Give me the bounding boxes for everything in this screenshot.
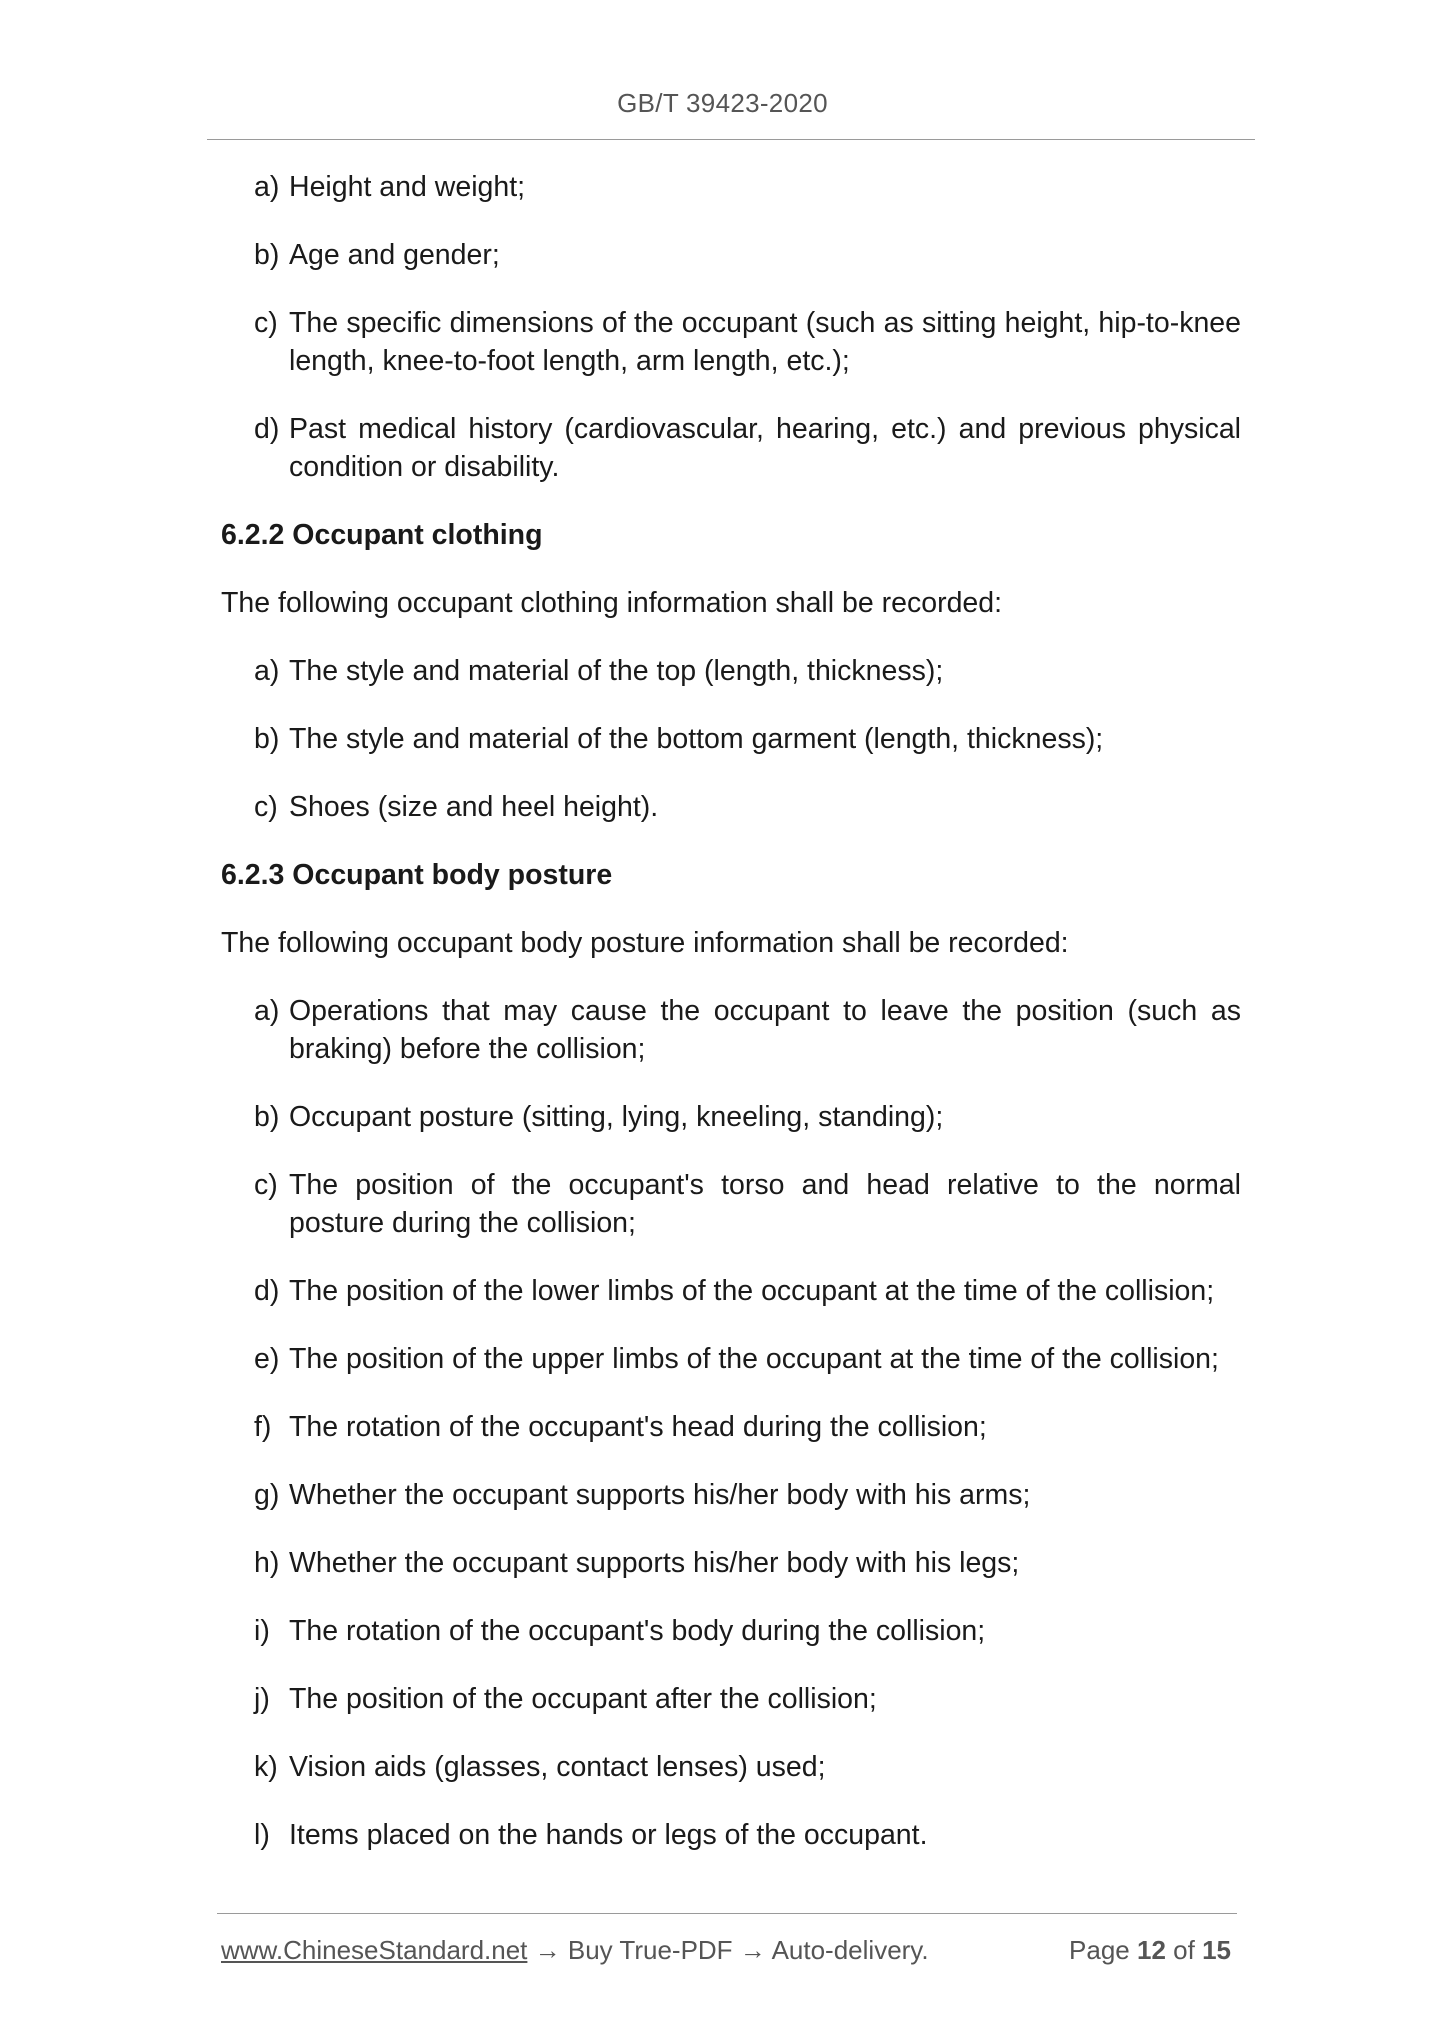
list-item-text: Height and weight; bbox=[289, 171, 526, 203]
list-item bbox=[221, 410, 1241, 486]
list-item-text: Items placed on the hands or legs of the occupant. bbox=[289, 1819, 928, 1851]
list-marker: f) bbox=[254, 1411, 272, 1443]
list-marker: d) bbox=[254, 413, 280, 445]
page-of-label: of bbox=[1173, 1935, 1195, 1965]
occupant-info-list bbox=[221, 168, 1241, 486]
document-code-header: GB/T 39423-2020 bbox=[617, 88, 828, 118]
list-item-text: Past medical history (cardiovascular, hearing, etc.) and previous physical condition or disability. bbox=[289, 413, 1241, 483]
list-item-text: The specific dimensions of the occupant (such as sitting height, hip-to-knee length, knee-to-foot length, arm length, etc.); bbox=[289, 307, 1241, 377]
list-item-text: Operations that may cause the occupant to leave the position (such as braking) before the collision; bbox=[289, 995, 1241, 1065]
list-item bbox=[221, 168, 1241, 206]
footer-divider bbox=[217, 1913, 1237, 1914]
list-marker: l) bbox=[254, 1819, 270, 1851]
section-heading-occupant-clothing: 6.2.2 Occupant clothing bbox=[221, 519, 543, 551]
list-item bbox=[221, 1340, 1241, 1378]
list-item-text: Whether the occupant supports his/her body with his legs; bbox=[289, 1547, 1020, 1579]
list-item bbox=[221, 1476, 1241, 1514]
list-item-text: The position of the occupant's torso and head relative to the normal posture during the collision; bbox=[289, 1169, 1241, 1239]
list-marker: i) bbox=[254, 1615, 270, 1647]
list-item bbox=[221, 304, 1241, 380]
list-item bbox=[221, 788, 1241, 826]
list-item bbox=[221, 1612, 1241, 1650]
list-marker: b) bbox=[254, 239, 280, 271]
list-item bbox=[221, 1098, 1241, 1136]
list-item bbox=[221, 992, 1241, 1068]
section-heading-occupant-body-posture: 6.2.3 Occupant body posture bbox=[221, 859, 613, 891]
list-marker: c) bbox=[254, 791, 278, 823]
list-item bbox=[221, 1408, 1241, 1446]
list-item bbox=[221, 236, 1241, 274]
list-marker: k) bbox=[254, 1751, 278, 1783]
list-marker: c) bbox=[254, 1169, 278, 1201]
current-page-number: 12 bbox=[1137, 1935, 1166, 1965]
list-marker: a) bbox=[254, 655, 280, 687]
list-marker: a) bbox=[254, 995, 280, 1027]
list-marker: j) bbox=[254, 1683, 270, 1715]
footer-tagline: → Buy True-PDF → Auto-delivery. bbox=[527, 1935, 929, 1965]
page-label: Page bbox=[1069, 1935, 1130, 1965]
list-marker: d) bbox=[254, 1275, 280, 1307]
list-item-text: Shoes (size and heel height). bbox=[289, 791, 659, 823]
list-item-text: The style and material of the top (length, thickness); bbox=[289, 655, 944, 687]
section-intro-posture: The following occupant body posture information shall be recorded: bbox=[221, 927, 1069, 959]
footer-promo bbox=[221, 1935, 929, 1966]
document-body bbox=[221, 168, 1241, 1884]
list-item-text: The position of the lower limbs of the occupant at the time of the collision; bbox=[289, 1275, 1215, 1307]
list-item bbox=[221, 1544, 1241, 1582]
list-item bbox=[221, 652, 1241, 690]
website-link[interactable]: www.ChineseStandard.net bbox=[221, 1935, 528, 1965]
list-marker: h) bbox=[254, 1547, 280, 1579]
section-intro-clothing: The following occupant clothing information shall be recorded: bbox=[221, 587, 1003, 619]
list-item-text: The style and material of the bottom garment (length, thickness); bbox=[289, 723, 1104, 755]
total-page-number: 15 bbox=[1202, 1935, 1231, 1965]
list-item-text: Whether the occupant supports his/her body with his arms; bbox=[289, 1479, 1031, 1511]
list-item bbox=[221, 720, 1241, 758]
list-marker: c) bbox=[254, 307, 278, 339]
list-item bbox=[221, 1166, 1241, 1242]
list-item bbox=[221, 1748, 1241, 1786]
list-item-text: Occupant posture (sitting, lying, kneeling, standing); bbox=[289, 1101, 944, 1133]
list-marker: g) bbox=[254, 1479, 280, 1511]
header-divider bbox=[207, 139, 1255, 140]
list-marker: a) bbox=[254, 171, 280, 203]
clothing-info-list bbox=[221, 652, 1241, 826]
list-item bbox=[221, 1680, 1241, 1718]
list-item bbox=[221, 1816, 1241, 1854]
list-marker: b) bbox=[254, 723, 280, 755]
list-item-text: Age and gender; bbox=[289, 239, 500, 271]
list-item-text: The rotation of the occupant's head during the collision; bbox=[289, 1411, 987, 1443]
list-marker: e) bbox=[254, 1343, 280, 1375]
list-item-text: The rotation of the occupant's body during the collision; bbox=[289, 1615, 986, 1647]
list-item-text: The position of the upper limbs of the occupant at the time of the collision; bbox=[289, 1343, 1219, 1375]
page-counter bbox=[1069, 1935, 1231, 1966]
list-marker: b) bbox=[254, 1101, 280, 1133]
list-item-text: The position of the occupant after the collision; bbox=[289, 1683, 877, 1715]
posture-info-list bbox=[221, 992, 1241, 1854]
list-item-text: Vision aids (glasses, contact lenses) used; bbox=[289, 1751, 826, 1783]
list-item bbox=[221, 1272, 1241, 1310]
